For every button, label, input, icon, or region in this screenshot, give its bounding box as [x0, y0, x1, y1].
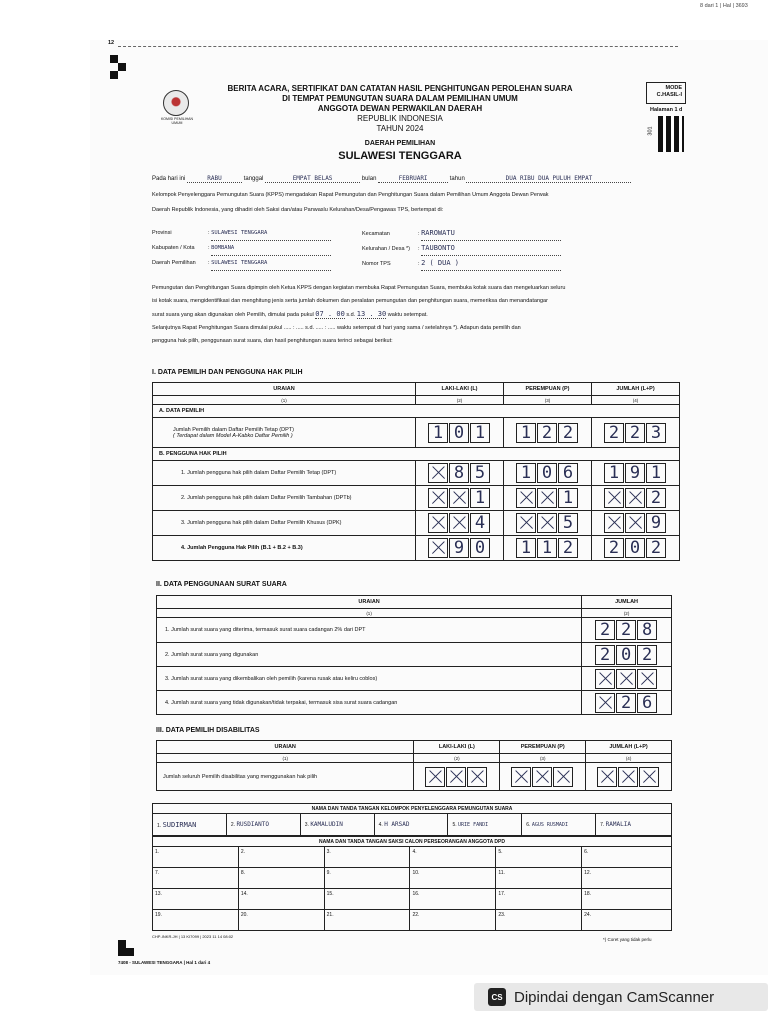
section1-table [152, 382, 680, 561]
section2-table [156, 595, 672, 715]
s1-dpt-laki [416, 418, 504, 448]
saksi-cell: 14. [238, 889, 324, 910]
digit-box: 2 [537, 423, 557, 443]
s1-b3-perempuan [504, 511, 592, 536]
kpps-row [153, 814, 672, 836]
digit-box [595, 693, 615, 713]
kelurahan-label: Kelurahan / Desa *) [362, 246, 410, 252]
digit-box [428, 513, 448, 533]
daerah-label: DAERAH PEMILIHAN [364, 140, 436, 147]
kpps-name: RAMALIA [605, 821, 631, 828]
bulan-label: bulan [361, 176, 377, 182]
saksi-cell: 23. [496, 910, 582, 931]
end-time: 13 . 30 [356, 310, 387, 318]
corner-marker-top-left-1 [110, 55, 118, 63]
digit-box: 5 [470, 463, 490, 483]
s2-r1-label: 1. Jumlah surat suara yang diterima, termasuk surat suara cadangan 2% dari DPT [157, 618, 582, 643]
s1-b1-jumlah [592, 461, 680, 486]
s2-r2-label: 2. Jumlah surat suara yang digunakan [157, 643, 582, 667]
section3-title: III. DATA PEMILIH DISABILITAS [156, 727, 260, 734]
tanggal-value: EMPAT BELAS [265, 175, 360, 183]
s2-col-jumlah: JUMLAH [582, 596, 672, 609]
digit-box [595, 669, 615, 689]
kecamatan-value: RAROWATU [421, 226, 561, 241]
s2-r4-label: 4. Jumlah surat suara yang tidak digunakan/tidak terpakai, termasuk sisa surat suara cadangan [157, 691, 582, 715]
bulan-value: FEBRUARI [378, 175, 448, 183]
tanggal-label: tanggal [243, 176, 264, 182]
digit-box [516, 513, 536, 533]
intro-line-2: Kelompok Penyelenggara Pemungutan Suara (KPPS) mengadakan Rapat Pemungutan dan Penghitungan Suara dalam Pemilihan Umum Anggota Dewan Perwak [152, 192, 549, 198]
kabupaten-value: BOMBANA [211, 241, 331, 256]
daerah-value: SULAWESI TENGGARA [338, 150, 462, 162]
digit-box [449, 513, 469, 533]
digit-box: 8 [637, 620, 657, 640]
s1-b4-perempuan [504, 536, 592, 561]
digit-box [428, 538, 448, 558]
s3-col-uraian: URAIAN [157, 741, 414, 754]
tahun-value: DUA RIBU DUA PULUH EMPAT [466, 175, 631, 183]
saksi-cell: 8. [238, 868, 324, 889]
title-line-4: REPUBLIK INDONESIA [357, 114, 443, 123]
s1-col-laki: LAKI-LAKI (L) [416, 383, 504, 396]
s3-col-jumlah: JUMLAH (L+P) [586, 741, 672, 754]
s1-dpt-jumlah [592, 418, 680, 448]
digit-box: 1 [604, 463, 624, 483]
digit-box: 4 [470, 513, 490, 533]
camscanner-logo-icon: CS [488, 988, 506, 1006]
saksi-cell: 3. [324, 847, 410, 868]
document-title [200, 84, 600, 134]
kpps-name: SUDIRMAN [162, 820, 197, 829]
camscanner-text: Dipindai dengan CamScanner [514, 988, 715, 1006]
location-right: Kecamatan : RAROWATU Kelurahan / Desa *) : TAUBONTO Nomor TPS : 2 ( DUA ) [362, 226, 582, 271]
digit-box: 2 [637, 645, 657, 665]
intro-line-3: Daerah Republik Indonesia, yang dihadiri oleh Saksi dan/atau Panwaslu Kelurahan/Desa/Pengawas TPS, bertempat di: [152, 207, 444, 213]
title-line-1: BERITA ACARA, SERTIFIKAT DAN CATATAN HASIL PENGHITUNGAN PEROLEHAN SUARA [227, 84, 573, 93]
digit-box: 3 [646, 423, 666, 443]
kpps-signature-4 [374, 814, 448, 836]
digit-box: 2 [604, 423, 624, 443]
saksi-cell: 5. [496, 847, 582, 868]
paragraph-line-2: isi kotak suara, mengidentifikasi dan menghitung jenis serta jumlah dokumen dan peralatan pemungutan dan penghitungan suara, memeriksa dan menandatangar [152, 298, 548, 304]
s1-b3-jumlah [592, 511, 680, 536]
digit-box [532, 767, 552, 787]
top-page-number: 12 [108, 40, 115, 46]
s1-b3-laki [416, 511, 504, 536]
saksi-cell: 12. [582, 868, 672, 889]
s3-laki [414, 763, 500, 791]
digit-box: 2 [604, 538, 624, 558]
kpps-name: KAMALUDIN [310, 821, 343, 828]
digit-box [639, 767, 659, 787]
paragraph-line-4: Selanjutnya Rapat Penghitungan Suara dimulai pukul ..... : ..... s.d. ..... : ..... waktu setempat di hari yang sama / setelahnya *). Adapun data pemilih dan [152, 325, 521, 331]
digit-box: 2 [558, 423, 578, 443]
kpps-signature-6 [522, 814, 596, 836]
s3-perempuan [500, 763, 586, 791]
s1-a-label: A. DATA PEMILIH [153, 405, 680, 418]
s3-num1: (1) [157, 754, 414, 763]
s1-dpt-sub: ( Terdapat dalam Model A-Kabko Daftar Pemilih ) [173, 432, 293, 439]
s3-num2: (2) [414, 754, 500, 763]
digit-box [428, 488, 448, 508]
digit-box: 9 [646, 513, 666, 533]
kpps-name: AGUS RUSMADI [531, 821, 568, 828]
saksi-cell: 9. [324, 868, 410, 889]
kelurahan-value: TAUBONTO [421, 241, 561, 256]
digit-box [449, 488, 469, 508]
digit-box [553, 767, 573, 787]
kpps-no: 4. [378, 822, 383, 828]
saksi-cell: 6. [582, 847, 672, 868]
digit-box: 1 [646, 463, 666, 483]
saksi-cell: 21. [324, 910, 410, 931]
digit-box: 2 [616, 620, 636, 640]
corner-marker-bottom-left-3 [118, 948, 126, 956]
digit-box [428, 463, 448, 483]
s1-num3: (3) [504, 396, 592, 405]
digit-box: 1 [516, 423, 536, 443]
saksi-cell: 18. [582, 889, 672, 910]
digit-box [425, 767, 445, 787]
tahun-label: tahun [449, 176, 465, 182]
digit-box: 2 [595, 620, 615, 640]
kpps-no: 3. [304, 822, 309, 828]
digit-box: 0 [625, 538, 645, 558]
digit-box [625, 513, 645, 533]
intro-line-1 [152, 175, 682, 183]
s2-num2: (2) [582, 609, 672, 618]
kpps-no: 2. [230, 822, 236, 828]
digit-box [618, 767, 638, 787]
tps-label: Nomor TPS [362, 261, 391, 267]
saksi-title: NAMA DAN TANDA TANGAN SAKSI CALON PERSEORANGAN ANGGOTA DPD [153, 837, 672, 847]
s1-b1-label: 1. Jumlah pengguna hak pilih dalam Daftar Pemilih Tetap (DPT) [153, 461, 416, 486]
digit-box: 1 [470, 488, 490, 508]
s2-num1: (1) [157, 609, 582, 618]
digit-box [597, 767, 617, 787]
form-code: 301 [647, 126, 654, 136]
digit-box: 2 [595, 645, 615, 665]
kecamatan-label: Kecamatan [362, 231, 390, 237]
s2-r3-value [582, 667, 672, 691]
saksi-cell: 10. [410, 868, 496, 889]
digit-box: 5 [558, 513, 578, 533]
kpps-signature-7 [596, 814, 672, 836]
digit-box [467, 767, 487, 787]
start-time: 07 . 00 [315, 310, 345, 318]
s1-b1-laki [416, 461, 504, 486]
s3-col-perempuan: PEREMPUAN (P) [500, 741, 586, 754]
digit-box: 0 [470, 538, 490, 558]
digit-box [604, 513, 624, 533]
digit-box: 1 [516, 538, 536, 558]
s1-b2-laki [416, 486, 504, 511]
kpps-signature-3 [300, 814, 374, 836]
daerah-pemilihan-value: SULAWESI TENGGARA [211, 256, 331, 271]
digit-box [511, 767, 531, 787]
section2-title: II. DATA PENGGUNAAN SURAT SUARA [156, 581, 287, 588]
digit-box: 9 [625, 463, 645, 483]
s1-col-jumlah: JUMLAH (L+P) [592, 383, 680, 396]
s2-r3-label: 3. Jumlah surat suara yang dikembalikan oleh pemilih (karena rusak atau keliru coblos) [157, 667, 582, 691]
camscanner-watermark [474, 983, 768, 1011]
barcode-icon [658, 116, 684, 152]
digit-box: 6 [558, 463, 578, 483]
footer-code-line: CHP-INKR-JH | 13 KI7099 | 2023 11 14 08:02 [152, 934, 234, 939]
digit-box [537, 513, 557, 533]
s1-dpt-perempuan [504, 418, 592, 448]
s1-dpt-cell [153, 418, 416, 448]
kpu-logo-icon [163, 90, 189, 116]
page-indicator: Halaman 1 d [650, 107, 683, 113]
s1-col-uraian: URAIAN [153, 383, 416, 396]
digit-box [516, 488, 536, 508]
digit-box [616, 669, 636, 689]
kpps-no: 7. [600, 822, 605, 828]
saksi-cell: 16. [410, 889, 496, 910]
s1-b1-perempuan [504, 461, 592, 486]
corner-marker-bottom-left-2 [126, 948, 134, 956]
model-badge: MODE C.HASIL-I [646, 82, 686, 104]
s3-num4: (4) [586, 754, 672, 763]
top-dashed-line [118, 46, 678, 47]
paragraph [152, 282, 682, 348]
digit-box [604, 488, 624, 508]
tps-value: 2 ( DUA ) [421, 256, 561, 271]
s1-b2-jumlah [592, 486, 680, 511]
kpps-signature-table [152, 803, 672, 836]
digit-box [446, 767, 466, 787]
digit-box: 1 [428, 423, 448, 443]
s1-b4-laki [416, 536, 504, 561]
sd-label: s.d. [346, 312, 356, 318]
section3-table [156, 740, 672, 791]
s1-dpt-label: Jumlah Pemilih dalam Daftar Pemilih Tetap (DPT) [173, 426, 294, 433]
s2-r1-value [582, 618, 672, 643]
saksi-cell: 1. [153, 847, 239, 868]
digit-box [537, 488, 557, 508]
section1-title: I. DATA PEMILIH DAN PENGGUNA HAK PILIH [152, 369, 303, 376]
provinsi-label: Provinsi [152, 230, 172, 236]
corner-marker-bottom-left-1 [118, 940, 126, 948]
digit-box: 1 [470, 423, 490, 443]
digit-box: 9 [449, 538, 469, 558]
s1-b4-label: 4. Jumlah Pengguna Hak Pilih (B.1 + B.2 + B.3) [153, 536, 416, 561]
footer-page-label: 7408 - SULAWESI TENGGARA | Hal 1 dari 4 [118, 960, 211, 965]
paragraph-line-5: pengguna hak pilih, penggunaan surat suara, dan hasil penghitungan suara terinci sebagai berikut: [152, 338, 393, 344]
corner-marker-top-left-2 [118, 63, 126, 71]
kpps-no: 6. [526, 821, 531, 828]
s3-num3: (3) [500, 754, 586, 763]
saksi-cell: 24. [582, 910, 672, 931]
digit-box: 1 [516, 463, 536, 483]
saksi-cell: 19. [153, 910, 239, 931]
digit-box: 2 [558, 538, 578, 558]
kpps-signature-2 [226, 814, 300, 836]
saksi-cell: 17. [496, 889, 582, 910]
s1-b2-perempuan [504, 486, 592, 511]
saksi-cell: 4. [410, 847, 496, 868]
s1-num2: (2) [416, 396, 504, 405]
daerah-pemilihan-label: Daerah Pemilihan [152, 260, 196, 266]
paragraph-line-3: surat suara yang akan digunakan oleh Pemilih, dimulai pada pukul [152, 312, 314, 318]
digit-box: 2 [616, 693, 636, 713]
kpps-no: 5. [452, 821, 457, 828]
s1-num4: (4) [592, 396, 680, 405]
saksi-cell: 11. [496, 868, 582, 889]
digit-box [637, 669, 657, 689]
kpps-signature-5 [448, 814, 522, 836]
digit-box: 2 [646, 488, 666, 508]
saksi-cell: 20. [238, 910, 324, 931]
digit-box: 2 [625, 423, 645, 443]
title-line-3: ANGGOTA DEWAN PERWAKILAN DAERAH [317, 104, 483, 113]
digit-box: 1 [537, 538, 557, 558]
kpps-no: 1. [157, 822, 162, 829]
saksi-cell: 13. [153, 889, 239, 910]
paragraph-line-1: Pemungutan dan Penghitungan Suara dipimpin oleh Ketua KPPS dengan kegiatan membuka Rapat Pemungutan Suara, membuka kotak suara dan mengeluarkan seluru [152, 285, 566, 291]
saksi-cell: 2. [238, 847, 324, 868]
top-right-code: 8 dari 1 | Hal | 3693 [700, 3, 748, 9]
title-line-5: TAHUN 2024 [376, 124, 424, 133]
title-line-2: DI TEMPAT PEMUNGUTAN SUARA DALAM PEMILIHAN UMUM [282, 94, 518, 103]
digit-box: 2 [646, 538, 666, 558]
pada-hari-ini-label: Pada hari ini [152, 176, 186, 182]
digit-box [625, 488, 645, 508]
saksi-signature-table [152, 836, 672, 931]
s2-r2-value [582, 643, 672, 667]
kpps-title: NAMA DAN TANDA TANGAN KELOMPOK PENYELENGGARA PEMUNGUTAN SUARA [153, 804, 672, 814]
provinsi-value: SULAWESI TENGGARA [211, 226, 331, 241]
location-left: Provinsi : SULAWESI TENGGARA Kabupaten / Kota : BOMBANA Daerah Pemilihan : SULAWESI TENGGARA [152, 226, 352, 271]
saksi-cell: 15. [324, 889, 410, 910]
waktu-label: waktu setempat. [387, 312, 428, 318]
kpps-name: URIE FANDI [458, 821, 489, 828]
digit-box: 1 [558, 488, 578, 508]
footer-note: *) Coret yang tidak perlu [603, 937, 652, 942]
s1-num1: (1) [153, 396, 416, 405]
kpps-signature-1 [153, 814, 227, 836]
digit-box: 0 [616, 645, 636, 665]
corner-marker-top-left-3 [110, 71, 118, 79]
digit-box: 8 [449, 463, 469, 483]
s2-col-uraian: URAIAN [157, 596, 582, 609]
digit-box: 0 [537, 463, 557, 483]
saksi-cell: 22. [410, 910, 496, 931]
s3-row-label: Jumlah seluruh Pemilih disabilitas yang menggunakan hak pilih [157, 763, 414, 791]
s1-b2-label: 2. Jumlah pengguna hak pilih dalam Daftar Pemilih Tambahan (DPTb) [153, 486, 416, 511]
kpps-name: H ARSAD [384, 821, 410, 828]
saksi-cell: 7. [153, 868, 239, 889]
s2-r4-value [582, 691, 672, 715]
s1-col-perempuan: PEREMPUAN (P) [504, 383, 592, 396]
s1-b4-jumlah [592, 536, 680, 561]
kpps-name: RUSDIANTO [236, 821, 269, 828]
s1-b3-label: 3. Jumlah pengguna hak pilih dalam Daftar Pemilih Khusus (DPK) [153, 511, 416, 536]
digit-box: 0 [449, 423, 469, 443]
logo-caption: KOMISI PEMILIHAN UMUM [160, 117, 194, 125]
digit-box: 6 [637, 693, 657, 713]
hari-value: RABU [187, 175, 242, 183]
s3-col-laki: LAKI-LAKI (L) [414, 741, 500, 754]
s3-jumlah [586, 763, 672, 791]
s1-b-label: B. PENGGUNA HAK PILIH [153, 448, 680, 461]
kabupaten-label: Kabupaten / Kota [152, 245, 195, 251]
